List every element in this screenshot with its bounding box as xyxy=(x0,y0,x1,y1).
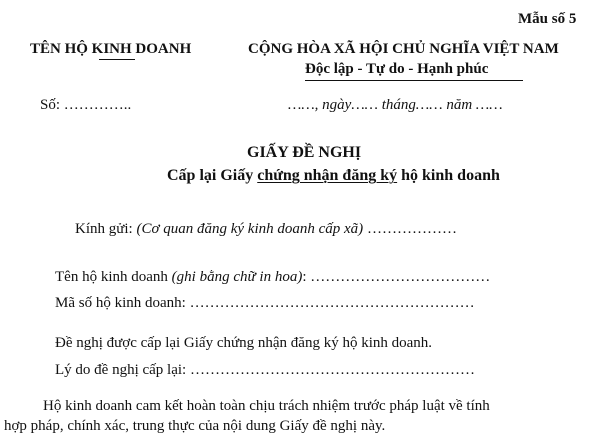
form-number: Mẫu số 5 xyxy=(518,11,577,27)
document-number xyxy=(40,98,131,113)
business-name-input[interactable]: ……………………………… xyxy=(310,269,491,285)
business-code-input[interactable]: ………………………………………………… xyxy=(189,295,475,311)
number-placeholder[interactable]: ………….. xyxy=(63,97,132,113)
field-colon: : xyxy=(302,269,311,285)
recipient-line xyxy=(75,222,457,237)
commitment-line-1: Hộ kinh doanh cam kết hoàn toàn chịu trách nhiệm trước pháp luật về tính xyxy=(43,398,490,414)
document-subtitle xyxy=(167,168,500,184)
reason-label: Lý do đề nghị cấp lại: xyxy=(55,362,190,378)
field-label: Tên hộ kinh doanh xyxy=(55,269,172,285)
field-label: Mã số hộ kinh doanh: xyxy=(55,295,190,311)
org-underline xyxy=(99,59,135,60)
date-line[interactable]: ……, ngày…… tháng…… năm …… xyxy=(288,97,503,113)
commitment-line-2: hợp pháp, chính xác, trung thực của nội dung Giấy đề nghị này. xyxy=(4,418,386,434)
field-business-name xyxy=(55,270,490,285)
subtitle-prefix: Cấp lại Giấy xyxy=(167,167,258,184)
motto-underline xyxy=(305,80,523,81)
national-title: CỘNG HÒA XÃ HỘI CHỦ NGHĨA VIỆT NAM xyxy=(248,41,559,57)
reason-line xyxy=(55,363,475,378)
field-business-code xyxy=(55,296,475,311)
document-title: GIẤY ĐỀ NGHỊ xyxy=(247,144,362,161)
request-sentence: Đề nghị được cấp lại Giấy chứng nhận đăng ký hộ kinh doanh. xyxy=(55,335,433,351)
subtitle-underlined: chứng nhận đăng ký xyxy=(257,167,398,184)
recipient-dots[interactable]: ……………… xyxy=(363,221,457,237)
subtitle-suffix: hộ kinh doanh xyxy=(397,167,500,184)
number-label: Số: xyxy=(40,97,61,113)
reason-input[interactable]: ………………………………………………… xyxy=(189,362,475,378)
recipient-value: (Cơ quan đăng ký kinh doanh cấp xã) xyxy=(136,221,364,237)
national-motto: Độc lập - Tự do - Hạnh phúc xyxy=(305,61,489,77)
business-name-header: TÊN HỘ KINH DOANH xyxy=(30,41,192,57)
recipient-label: Kính gửi: xyxy=(75,221,137,237)
field-hint: (ghi bằng chữ in hoa) xyxy=(171,269,303,285)
